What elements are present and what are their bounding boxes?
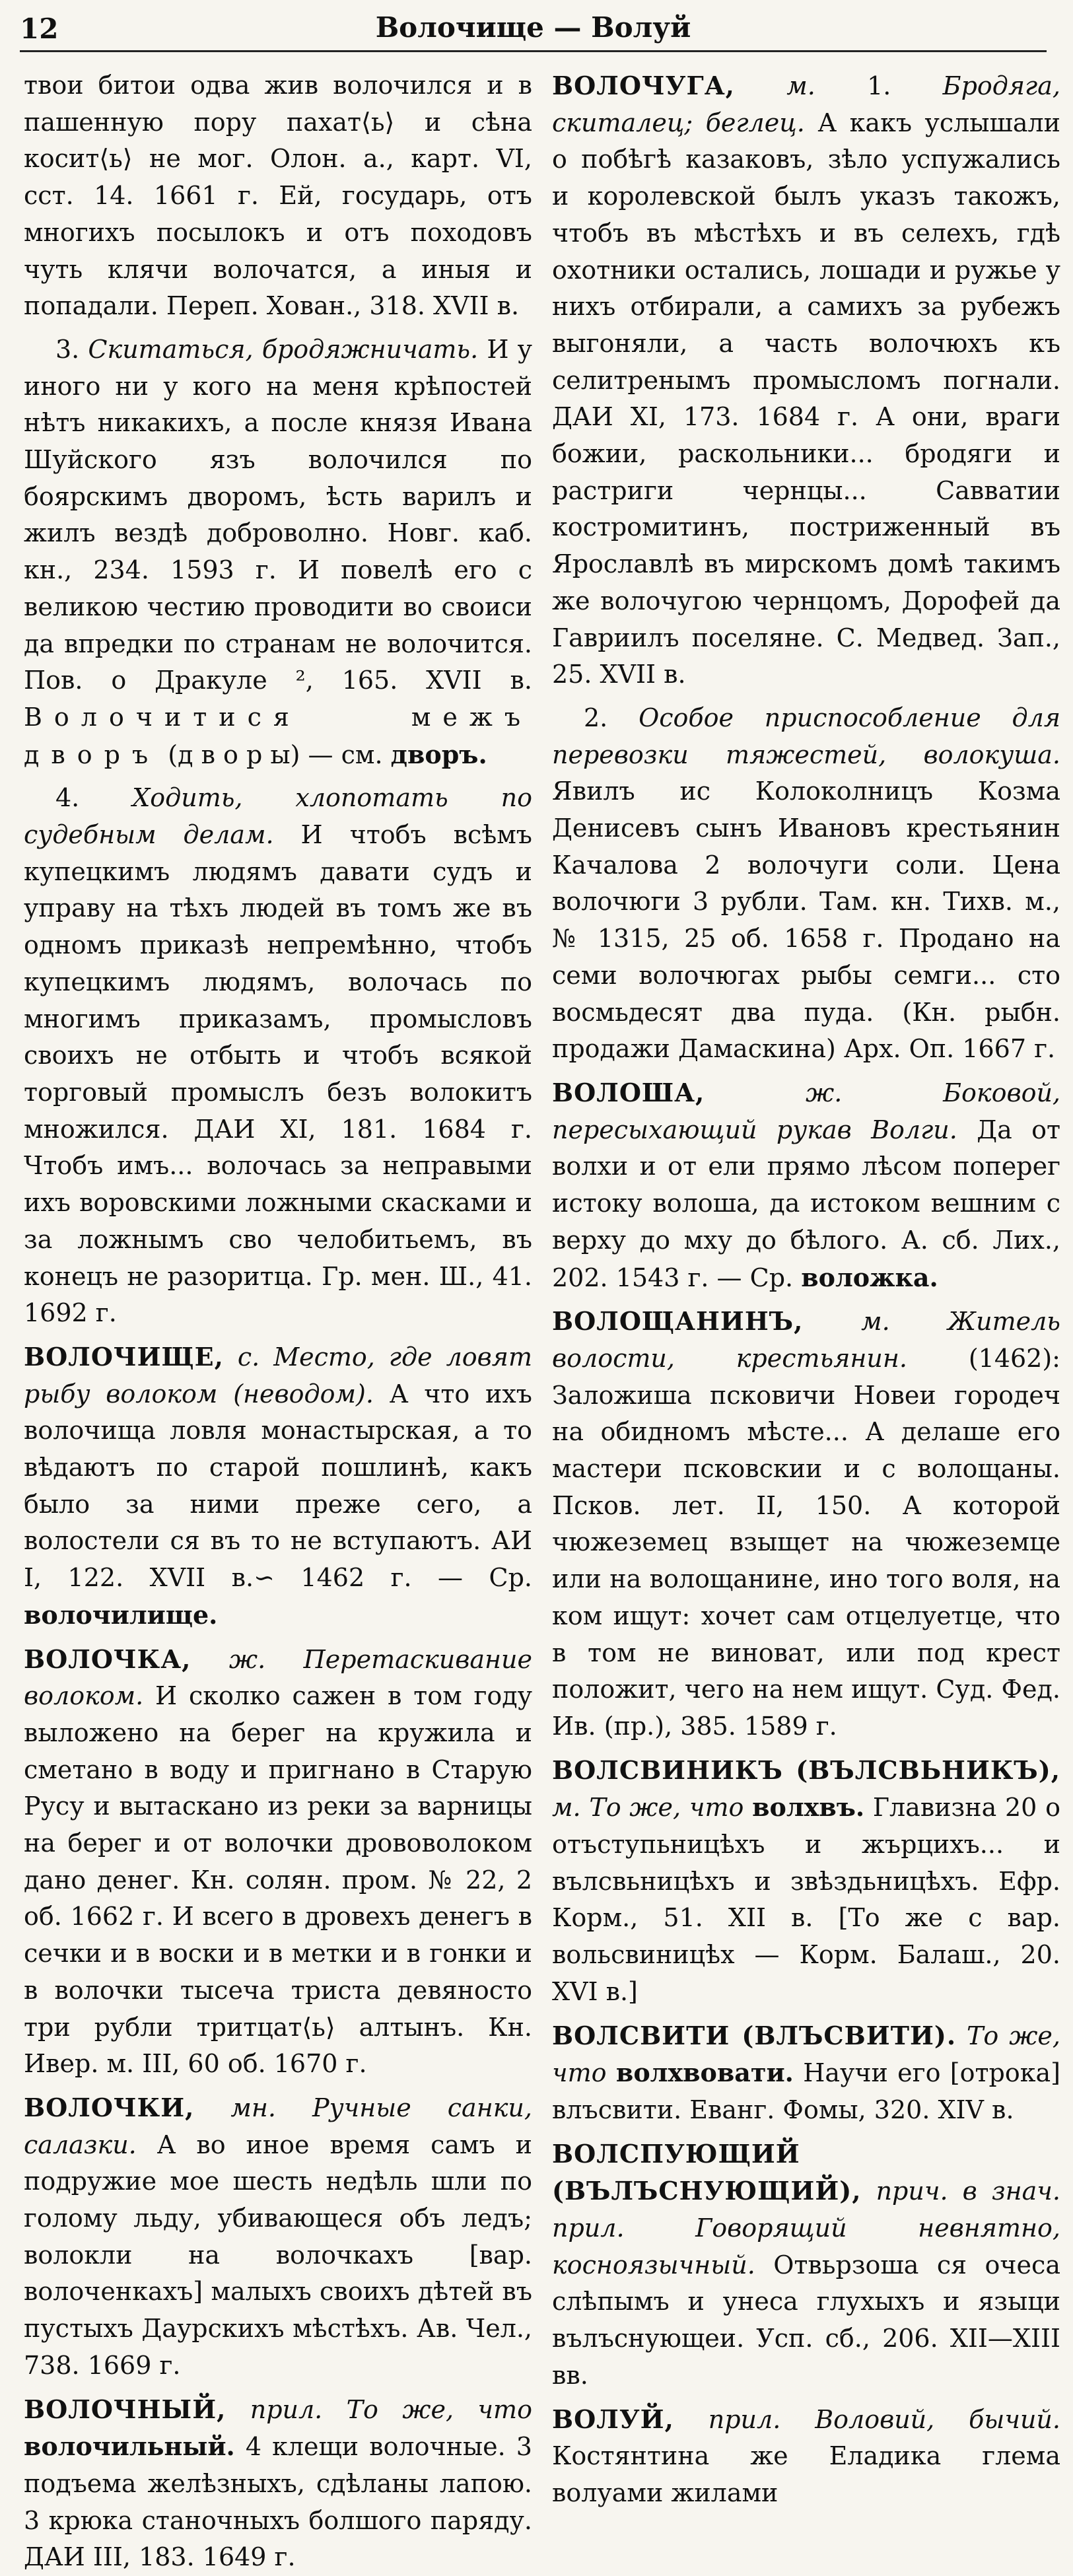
see-reference: волочилище. [24, 1599, 218, 1630]
entry-text: И сколко сажен в том году выложено на берег на кружила и сметано в воду и пригнано в Старую Русу и вытаскано из реки за варницы на берег и от волочки дрововолоком дано денег. Кн. солян. пром. № 22, 2 об. 1662 г. И всего в дровехъ денегъ в сечки и в воски и в метки и в гонки и в волочки тысеча триста девяносто три рубли тритцат⟨ь⟩ алтынъ. Кн. Ивер. м. III, 60 об. 1670 г. [24, 1681, 532, 2079]
headword: ВОЛОЩАНИНЪ, [552, 1306, 804, 1337]
entry-text: Главизна 20 о отъступьницѣхъ и жърцихъ... и вълсвьницѣхъ и звѣздьницѣхъ. Ефр. Корм., 51. XII в. [То же с вар. вольсвиницѣх — Корм. Балаш., 20. XVI в.] [552, 1793, 1060, 2006]
sense-text: И чтобъ всѣмъ купецкимъ людямъ давати судъ и управу на тѣхъ людей въ томъ же въ одномъ приказѣ непремѣнно, чтобъ купецкимъ людямъ, волочась по многимъ приказамъ, промысловъ своихъ не отбыть и чтобъ всякой торговый промыслъ безъ волокитъ множился. ДАИ XI, 181. 1684 г. Чтобъ имъ... волочась за неправыми ихъ воровскими ложными скасками и за ложнымъ сво челобитьемъ, въ конецъ не разоритца. Гр. мен. Ш., 41. 1692 г. [24, 820, 532, 1328]
sense-definition: Бродяга, скиталец; беглец. [552, 71, 1060, 137]
sense-text: А какъ услышали о побѣгѣ казаковъ, зѣло успужались и королевской былъ указъ такожъ, чтобъ въ мѣстѣхъ и въ селехъ, гдѣ охотники остались, лошади и ружье у нихъ отбирали, а самихъ за рубежъ выгоняли, а часть волочюхъ къ селитренымъ промысломъ погнали. ДАИ XI, 173. 1684 г. А они, враги божии, раскольники... бродяги и растриги чернцы... Савватии костромитинъ, постриженный въ Ярославлѣ въ мирскомъ домѣ такимъ же волочугою чернцомъ, Дорофей да Гавриилъ поселяне. С. Медвед. Зап., 25. XVII в. [552, 108, 1060, 689]
entry-volochnyi [24, 2391, 532, 2576]
cross-reference: волочильный. [24, 2431, 235, 2462]
definition: Перетаскивание волоком. [24, 1644, 532, 1711]
entry-volsvinik [552, 1752, 1060, 2011]
headword: ВОЛОША, [552, 1077, 705, 1107]
definition: Ручные санки, салазки. [24, 2093, 532, 2159]
phrase: Волочитися межъ дворъ [24, 702, 532, 769]
headword: ВОЛОЧИЩЕ, [24, 1341, 224, 1372]
grammar-label: ж. [806, 1078, 843, 1107]
entry-volochishche [24, 1339, 532, 1634]
entry-text: (1462): Заложиша псковичи Новеи городеч на обидномъ мѣсте... А делаше его мастери псковскии и с волощаны. Псков. лет. II, 150. А которой чюжеземец взыщет на чюжеземце или на волощанине, ино того воля, на ком ищут: хочет сам отцелуетце, что в том не виноват, или под крест положит, чего на нем ищут. Суд. Фед. Ив. (пр.), 385. 1589 г. [552, 1343, 1060, 1741]
headword: ВОЛСПУЮЩИЙ (ВЪЛЪСНУЮЩИЙ), [552, 2138, 862, 2206]
see-reference: воложка. [801, 1262, 938, 1292]
sense-3 [24, 331, 532, 773]
running-head: Волочище — Волуй [375, 11, 691, 44]
headword: ВОЛОЧКИ, [24, 2092, 195, 2122]
definition: То же, что [589, 1793, 744, 1823]
grammar-label: ж. [228, 1644, 266, 1674]
definition: Место, где ловят рыбу волоком (неводом). [24, 1342, 532, 1409]
grammar-label: прил. [708, 2404, 781, 2434]
definition: Боковой, пересыхающий рукав Волги. [552, 1078, 1060, 1144]
grammar-label: м. [861, 1307, 890, 1337]
sense-definition: Ходить, хлопотать по судебным делам. [24, 783, 532, 850]
cross-reference: волхвъ. [752, 1792, 865, 1823]
headword: ВОЛОЧКА, [24, 1644, 191, 1674]
headword: ВОЛОЧУГА, [552, 71, 735, 100]
grammar-label: м. [786, 71, 815, 100]
entry-volochuga-sense-2 [552, 700, 1060, 1068]
entry-text: А во иное время самъ и подружие мое шесть недѣль шли по голому льду, убивающеся объ ледъ; волокли на волочкахъ [вар. волоченкахъ] малыхъ своихъ дѣтей въ пустыхъ Даурскихъ мѣстѣхъ. Ав. Чел., 738. 1669 г. [24, 2130, 532, 2380]
entry-volochki [24, 2089, 532, 2385]
sense-number: 2. [584, 703, 608, 732]
entry-text: Да от волхи и от ели прямо лѣсом поперег истоку волоша, да истоком вешним с верху до мху до бѣлого. А. сб. Лих., 202. 1543 г. — Ср. [552, 1115, 1060, 1292]
page-number: 12 [20, 13, 59, 45]
headword: ВОЛОЧНЫЙ, [24, 2394, 226, 2424]
sense-number: 1. [867, 71, 891, 100]
grammar-label: м. [552, 1793, 581, 1823]
definition: То же, что [552, 2021, 1060, 2088]
headword: ВОЛСВИНИКЪ (ВЪЛСВЬНИКЪ), [552, 1755, 1060, 1785]
left-column [24, 67, 532, 2572]
continuation-text: твои битои одва жив волочился и в пашенную пору пахат⟨ь⟩ и сѣна косит⟨ь⟩ не мог. Олон. а., карт. VI, сст. 14. 1661 г. Ей, государь, отъ многихъ посылокъ и отъ походовъ чуть клячи волочатся, а иныя и попадали. Переп. Хован., 318. XVII в. [24, 71, 532, 321]
definition: Говорящий невнятно, косноязычный. [552, 2213, 1060, 2280]
entry-text: Научи его [отрока] влъсвити. Еванг. Фомы, 320. XIV в. [552, 2058, 1060, 2124]
definition: Житель волости, крестьянин. [552, 1307, 1060, 1373]
entry-volsviti [552, 2017, 1060, 2129]
phrase-tail: (д в о р ы) — см. [168, 740, 383, 769]
entry-text: Отвьрзоша ся очеса слѣпымъ и унеса глухыхъ и языци вълъснующеи. Усп. сб., 206. XII—XIII вв. [552, 2250, 1060, 2390]
entry-text: А что ихъ волочища ловля монастырская, а то вѣдаютъ по старой пошлинѣ, какъ было за ними преже сего, а волостели ся въ то не вступаютъ. АИ I, 122. XVII в.∽ 1462 г. — Ср. [24, 1379, 532, 1593]
grammar-label: прич. в знач. прил. [552, 2176, 1060, 2243]
definition: Воловий, бычий. [815, 2404, 1060, 2434]
sense-text: И у иного ни у кого на меня крѣпостей нѣтъ никакихъ, а после князя Ивана Шуйского язъ волочился по боярскимъ дворомъ, ѣсть варилъ и жилъ вездѣ доброволно. Новг. каб. кн., 234. 1593 г. И повелѣ его с великою честию проводити во своиси да впредки по странам не волочится. Пов. о Дракуле ², 165. XVII в. [24, 334, 532, 695]
definition: То же, что [346, 2394, 532, 2424]
right-column [552, 67, 1060, 2507]
entry-volochka [24, 1641, 532, 2083]
sense-number: 4. [55, 783, 80, 813]
entry-text: Костянтина же Еладика глема волуами жилами [552, 2441, 1060, 2507]
grammar-label: мн. [230, 2093, 276, 2122]
grammar-label: прил. [250, 2394, 323, 2424]
sense-definition: Скитаться, бродяжничать. [88, 334, 479, 364]
entry-text: 4 клещи волочные. 3 подъема желѣзныхъ, сдѣланы лапою. 3 крюка станочныхъ болшого паряду. ДАИ III, 183. 1649 г. [24, 2432, 532, 2572]
page-header [20, 9, 1047, 52]
headword: ВОЛУЙ, [552, 2404, 674, 2434]
cross-reference: волхвовати. [615, 2058, 794, 2088]
sense-definition: Особое приспособление для перевозки тяжестей, волокуша. [552, 703, 1060, 769]
sense-number: 3. [55, 334, 80, 364]
entry-voloshchanin [552, 1303, 1060, 1745]
grammar-label: с. [237, 1342, 260, 1372]
entry-volspuyushchii [552, 2136, 1060, 2394]
see-reference: дворъ. [390, 739, 487, 769]
headword: ВОЛСВИТИ (ВЛЪСВИТИ). [552, 2020, 957, 2050]
entry-volochuga [552, 67, 1060, 693]
sense-4 [24, 780, 532, 1332]
sense-text: Явилъ ис Колоколницъ Козма Денисевъ сынъ Ивановъ крестьянин Качалова 2 волочуги соли. Цена волочюги 3 рубли. Там. кн. Тихв. м., № 1315, 25 об. 1658 г. Продано на семи волочюгах рыбы семги... сто восмьдесят два пуда. (Кн. рыбн. продажи Дамаскина) Арх. Оп. 1667 г. [552, 777, 1060, 1064]
entry-volosha [552, 1074, 1060, 1296]
entry-voluy [552, 2401, 1060, 2512]
